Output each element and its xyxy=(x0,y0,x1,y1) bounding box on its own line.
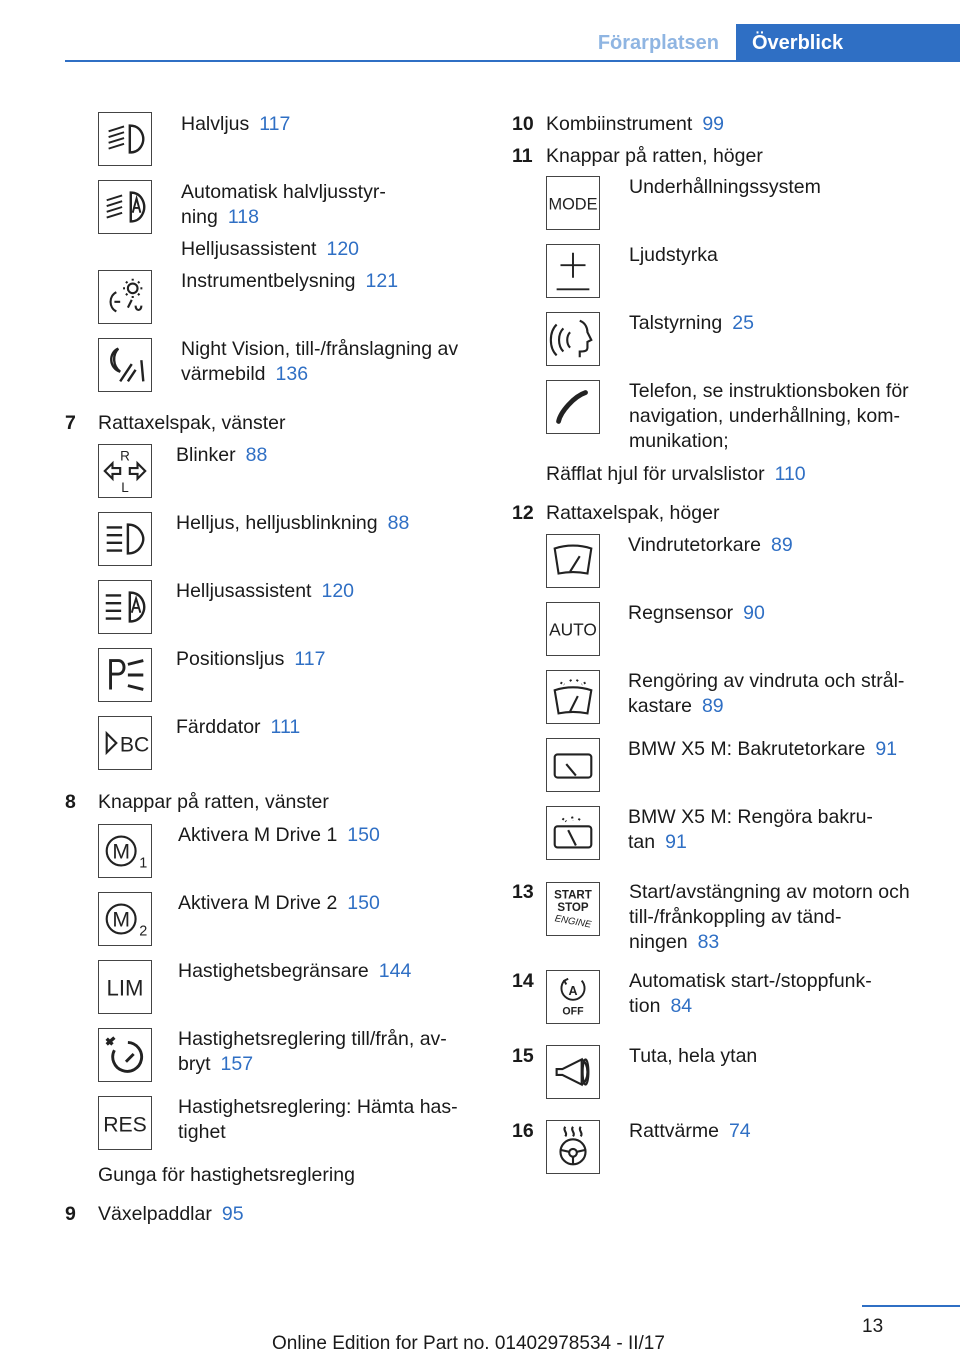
svg-text:LIM: LIM xyxy=(106,975,144,1001)
page-link[interactable]: 84 xyxy=(670,995,693,1017)
auto-start-stop-icon xyxy=(546,970,600,1024)
wiper-label: Vindrutetorkare 89 xyxy=(628,534,793,556)
svg-text:AUTO: AUTO xyxy=(549,619,597,640)
instrument-cluster-label: Kombiinstrument 99 xyxy=(546,113,725,135)
rear-washer-label: BMW X5 M: Rengöra bakru- tan 91 xyxy=(628,806,873,853)
page-link[interactable]: 91 xyxy=(665,831,687,853)
turn-signal-icon xyxy=(98,444,152,498)
cruise-control-icon xyxy=(98,1028,152,1082)
high-beam-assist-label-7: Helljusassistent 120 xyxy=(176,580,355,602)
page-link[interactable]: 120 xyxy=(321,580,355,602)
scroll-wheel-label: Räfflat hjul för urvalslistor 110 xyxy=(546,463,806,485)
m-drive-2-icon xyxy=(98,892,152,946)
voice-control-icon xyxy=(546,312,600,366)
paddles-label: Växelpaddlar 95 xyxy=(98,1203,244,1225)
page-link[interactable]: 89 xyxy=(770,534,793,556)
night-vision-label: Night Vision, till-/frånslagning av värmebild 136 xyxy=(181,338,459,385)
high-beam-label: Helljus, helljusblinkning 88 xyxy=(176,512,410,534)
page-link[interactable]: 89 xyxy=(701,695,724,717)
rear-washer-icon xyxy=(546,806,600,860)
edition-footer: Online Edition for Part no. 01402978534 - II/17 xyxy=(272,1333,665,1354)
page-link[interactable]: 144 xyxy=(378,960,412,982)
svg-text:1: 1 xyxy=(139,855,148,872)
rear-wiper-icon xyxy=(546,738,600,792)
page-link[interactable]: 74 xyxy=(728,1120,751,1142)
section-number: 7 xyxy=(65,412,76,434)
auto-low-beam-label: Automatisk halvljusstyr- ning 118 xyxy=(181,181,386,228)
auto-start-stop-label: Automatisk start-/stoppfunk- tion 84 xyxy=(629,970,872,1017)
phone-label: Telefon, se instruktionsboken för navigation, underhållning, kom- munikation; xyxy=(629,380,909,452)
steering-heat-icon xyxy=(546,1120,600,1174)
page-link[interactable]: 117 xyxy=(294,648,326,670)
svg-text:A: A xyxy=(568,984,578,999)
page-link[interactable]: 110 xyxy=(774,463,806,485)
speed-limiter-icon xyxy=(98,960,152,1014)
svg-text:R: R xyxy=(120,448,130,464)
mode-icon xyxy=(546,176,600,230)
header-rule xyxy=(65,60,960,62)
svg-text:RES: RES xyxy=(103,1113,147,1137)
m-drive-2-label: Aktivera M Drive 2 150 xyxy=(178,892,380,914)
washer-label: Rengöring av vindruta och strål- kastare 89 xyxy=(628,670,905,717)
header-chapter-tab[interactable]: Överblick xyxy=(736,24,960,62)
svg-text:M: M xyxy=(112,908,130,932)
rear-wiper-label: BMW X5 M: Bakrutetorkare 91 xyxy=(628,738,898,760)
page-link[interactable]: 83 xyxy=(697,931,720,953)
voice-control-label: Talstyrning 25 xyxy=(629,312,754,334)
page-link[interactable]: 120 xyxy=(326,238,360,260)
horn-label: Tuta, hela ytan xyxy=(629,1045,758,1067)
cruise-control-label: Hastighetsreglering till/från, av- bryt 157 xyxy=(178,1028,447,1075)
instrument-lighting-label: Instrumentbelysning 121 xyxy=(181,270,399,292)
low-beam-icon xyxy=(98,112,152,166)
m-drive-1-icon xyxy=(98,824,152,878)
volume-label: Ljudstyrka xyxy=(629,244,718,266)
entertainment-label: Underhållningssystem xyxy=(629,176,821,198)
page-number: 13 xyxy=(862,1316,884,1337)
section-number: 9 xyxy=(65,1203,76,1225)
start-stop-button-icon xyxy=(546,882,600,936)
page-link[interactable]: 157 xyxy=(220,1053,254,1075)
section-number: 14 xyxy=(512,970,534,992)
auto-low-beam-icon xyxy=(98,180,152,234)
high-beam-assist-label: Helljusassistent 120 xyxy=(181,238,360,260)
low-beam-label: Halvljus 117 xyxy=(181,113,291,135)
instrument-lighting-icon xyxy=(98,270,152,324)
page-link[interactable]: 91 xyxy=(875,738,898,760)
page-link[interactable]: 88 xyxy=(245,444,268,466)
page-link[interactable]: 150 xyxy=(347,824,380,846)
trip-computer-label: Färddator 111 xyxy=(176,716,301,738)
m-drive-1-label: Aktivera M Drive 1 150 xyxy=(178,824,380,846)
section-number: 15 xyxy=(512,1045,534,1067)
section-number: 10 xyxy=(512,113,534,135)
section-number: 16 xyxy=(512,1120,534,1142)
section-number: 8 xyxy=(65,791,76,813)
night-vision-icon xyxy=(98,338,152,392)
washer-icon xyxy=(546,670,600,724)
page-link[interactable]: 111 xyxy=(270,716,301,738)
footer-rule xyxy=(862,1305,960,1307)
wiper-icon xyxy=(546,534,600,588)
svg-text:OFF: OFF xyxy=(562,1005,584,1018)
page-link[interactable]: 117 xyxy=(259,113,291,135)
rain-sensor-label: Regnsensor 90 xyxy=(628,602,765,624)
page-link[interactable]: 88 xyxy=(387,512,410,534)
page-link[interactable]: 118 xyxy=(227,206,259,228)
svg-text:STOP: STOP xyxy=(557,901,589,914)
svg-text:2: 2 xyxy=(139,923,148,940)
page-link[interactable]: 25 xyxy=(732,312,754,334)
resume-speed-label: Hastighetsreglering: Hämta has- tighet xyxy=(178,1096,458,1143)
phone-icon xyxy=(546,380,600,434)
parking-lights-icon xyxy=(98,648,152,702)
turn-signal-label: Blinker 88 xyxy=(176,444,268,466)
svg-text:START: START xyxy=(554,889,592,902)
steering-heat-label: Rattvärme 74 xyxy=(629,1120,751,1142)
resume-speed-icon xyxy=(98,1096,152,1150)
svg-text:BC: BC xyxy=(119,733,150,757)
page-link[interactable]: 150 xyxy=(347,892,380,914)
section-title: Rattaxelspak, höger xyxy=(546,502,720,524)
svg-text:L: L xyxy=(121,480,129,496)
svg-text:MODE: MODE xyxy=(548,195,598,214)
page-link[interactable]: 90 xyxy=(743,602,765,624)
cruise-rocker-label: Gunga för hastighetsreglering xyxy=(98,1164,355,1186)
trip-computer-icon xyxy=(98,716,152,770)
page-link[interactable]: 95 xyxy=(221,1203,244,1225)
svg-text:M: M xyxy=(112,840,130,864)
horn-icon xyxy=(546,1045,600,1099)
speed-limiter-label: Hastighetsbegränsare 144 xyxy=(178,960,412,982)
page-link[interactable]: 121 xyxy=(365,270,399,292)
section-number: 11 xyxy=(512,145,533,167)
section-number: 12 xyxy=(512,502,534,524)
rain-sensor-icon xyxy=(546,602,600,656)
start-stop-label: Start/avstängning av motorn och till-/frånkoppling av tänd- ningen 83 xyxy=(629,881,910,953)
header-section-tab[interactable]: Förarplatsen xyxy=(597,32,719,54)
high-beam-assist-icon xyxy=(98,580,152,634)
volume-icon xyxy=(546,244,600,298)
page-link[interactable]: 99 xyxy=(702,113,725,135)
high-beam-icon xyxy=(98,512,152,566)
parking-lights-label: Positionsljus 117 xyxy=(176,648,326,670)
svg-text:ENGINE: ENGINE xyxy=(553,913,593,931)
section-title: Rattaxelspak, vänster xyxy=(98,412,286,434)
section-number: 13 xyxy=(512,881,534,903)
page-link[interactable]: 136 xyxy=(275,363,309,385)
section-title: Knappar på ratten, höger xyxy=(546,145,763,167)
section-title: Knappar på ratten, vänster xyxy=(98,791,329,813)
